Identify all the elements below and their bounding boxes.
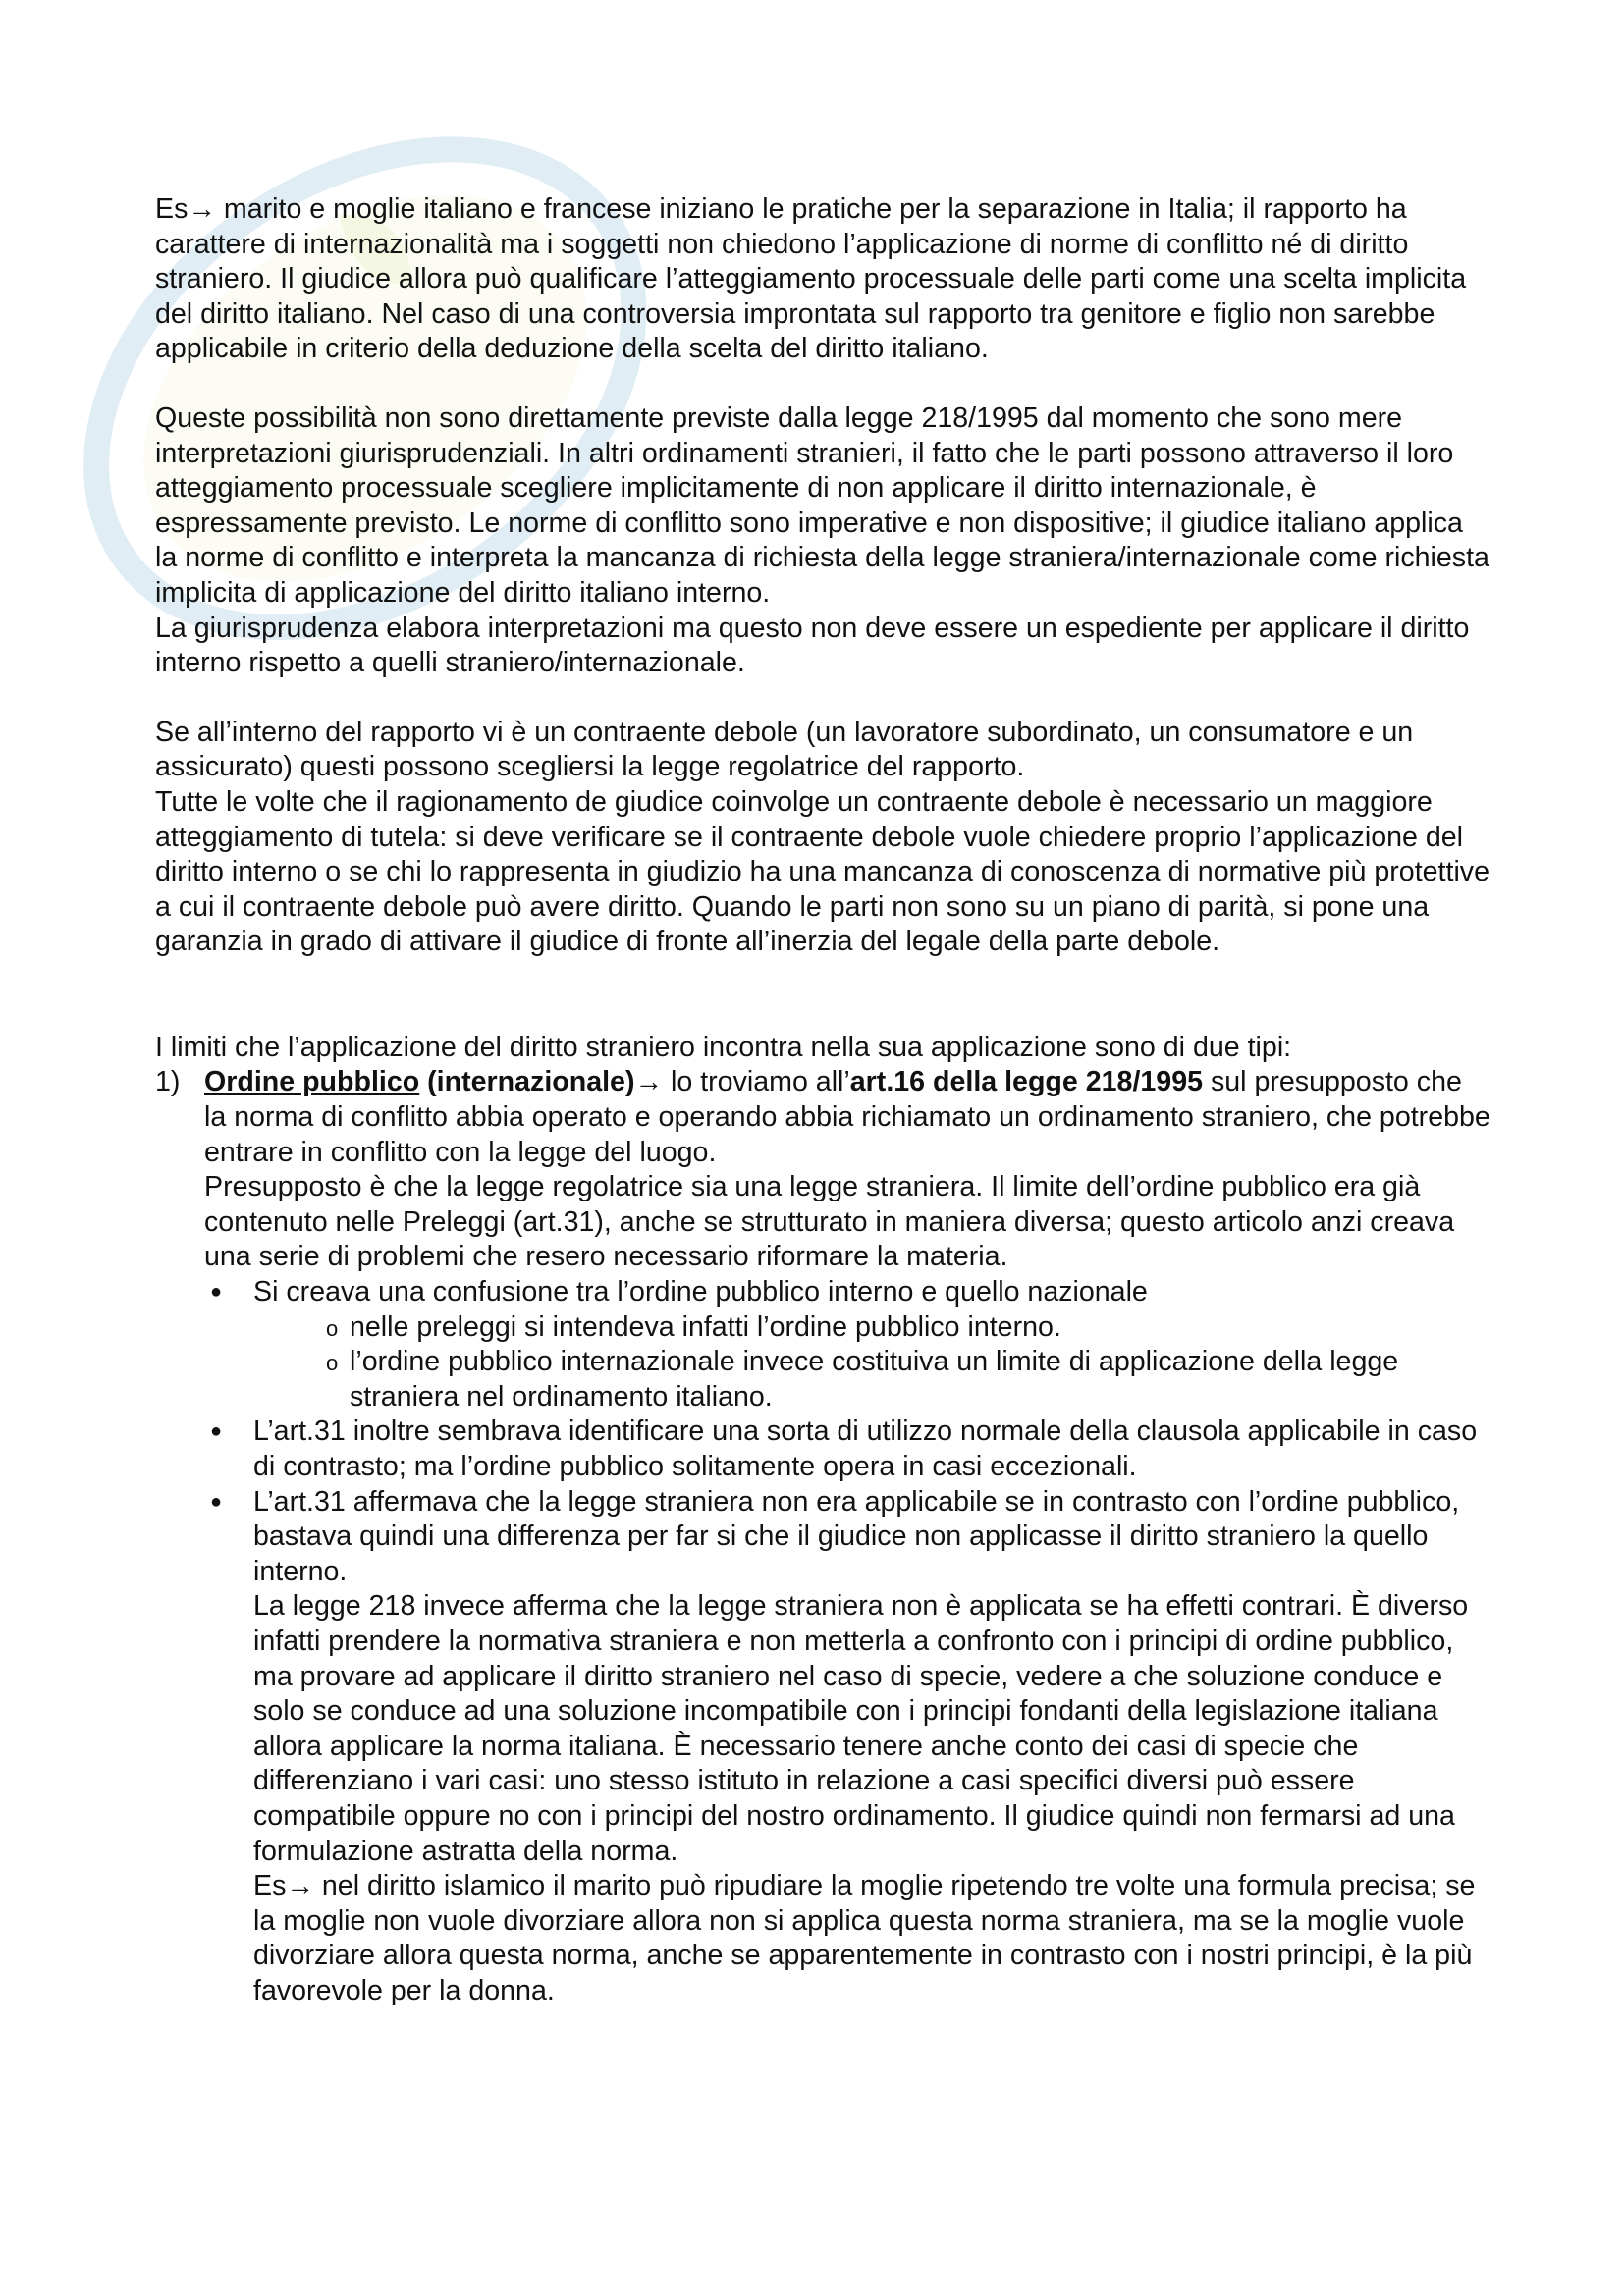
- paragraph-limiti: I limiti che l’applicazione del diritto straniero incontra nella sua applicazione sono di due tipi:: [155, 1031, 1292, 1063]
- bullet-text: L’art.31 affermava che la legge straniera non era applicabile se in contrasto con l’ordine pubblico, bastava quindi una differenza per far si che il giudice non applicasse il diritto straniero la quello interno.: [253, 1485, 1460, 1587]
- list-number: 1): [155, 1066, 181, 1098]
- document-page: [155, 192, 1490, 2009]
- bullet-extra-legge-218: La legge 218 invece afferma che la legge straniera non è applicata se ha effetti contrari. È diverso infatti prendere la normativa straniera e non metterla a confronto con i principi di ordine pubblico, ma provare ad applicare il diritto straniero nel caso di specie, vedere a che soluzione conduce e solo se conduce ad una soluzione incompatibile con i principi fondanti della legislazione italiana allora applicare la norma italiana. È necessario tenere anche conto dei casi di specie che differenziano i vari casi: uno stesso istituto in relazione a casi specifici diversi può essere compatibile oppure no con i principi del nostro ordinamento. Il giudice quindi non fermarsi ad una formulazione astratta della norma.: [253, 1590, 1469, 1867]
- bullet-item-confusione: [155, 1275, 1490, 1415]
- sub-list: [253, 1310, 1490, 1415]
- circle-bullet-icon: o: [326, 1351, 339, 1376]
- item-title: Ordine pubblico: [204, 1066, 420, 1098]
- list-item-ordine-pubblico: [155, 1065, 1490, 2008]
- item-intro-text: [204, 1065, 1490, 1170]
- bullet-dot-icon: ●: [210, 1281, 223, 1304]
- circle-bullet-icon: o: [326, 1315, 339, 1341]
- bullet-item-art31-utilizzo: [155, 1415, 1490, 1484]
- paragraph-example-separation: Es→ marito e moglie italiano e francese iniziano le pratiche per la separazione in Italia; il rapporto ha carattere di internazionalità ma i soggetti non chiedono l’applicazione di norme di conflitto né di diritto straniero. Il giudice allora può qualificare l’atteggiamento processuale delle parti come una scelta implicita del diritto italiano. Nel caso di una controversia improntata sul rapporto tra genitore e figlio non sarebbe applicabile in criterio della deduzione della scelta del diritto italiano.: [155, 193, 1467, 365]
- sub-item-text: l’ordine pubblico internazionale invece costituiva un limite di applicazione della legge straniera nel ordinamento italiano.: [350, 1346, 1399, 1413]
- sub-item-preleggi: [251, 1310, 1490, 1346]
- item-title-suffix: (internazionale): [419, 1066, 635, 1098]
- paragraph-contraente-debole: Se all’interno del rapporto vi è un contraente debole (un lavoratore subordinato, un consumatore e un assicurato) questi possono scegliersi la legge regolatrice del rapporto.: [155, 716, 1414, 783]
- item-text-rest: sul presupposto che la norma di conflitto abbia operato e operando abbia richiamato un ordinamento straniero, che potrebbe entrare in conflitto con la legge del luogo.: [204, 1066, 1490, 1168]
- bullet-dot-icon: ●: [210, 1490, 223, 1513]
- bullet-item-art31-contrasto: [155, 1485, 1490, 2009]
- bullet-dot-icon: ●: [210, 1420, 223, 1443]
- sub-item-internazionale: [251, 1345, 1490, 1415]
- law-reference: art.16 della legge 218/1995: [849, 1066, 1204, 1098]
- paragraph-tutela: Tutte le volte che il ragionamento de giudice coinvolge un contraente debole è necessario un maggiore atteggiamento di tutela: si deve verificare se il contraente debole vuole chiedere proprio l’applicazione del diritto interno o se chi lo rappresenta in giudizio ha una mancanza di conoscenza di normative più protettive a cui il contraente debole può avere diritto. Quando le parti non sono su un piano di parità, si pone una garanzia in grado di attivare il giudice di fronte all’inerzia del legale della parte debole.: [155, 785, 1489, 958]
- sub-item-text: nelle preleggi si intendeva infatti l’ordine pubblico interno.: [350, 1310, 1061, 1343]
- bullet-list: [155, 1275, 1490, 2008]
- item-arrow-text: → lo troviamo all’: [634, 1066, 850, 1098]
- bullet-extra-diritto-islamico: Es→ nel diritto islamico il marito può ripudiare la moglie ripetendo tre volte una formula precisa; se la moglie non vuole divorziare allora non si applica questa norma straniera, ma se la moglie vuole divorziare allora questa norma, anche se apparentemente in contrasto con i nostri principi, è la più favorevole per la donna.: [253, 1870, 1476, 2006]
- item-presupposto-text: Presupposto è che la legge regolatrice sia una legge straniera. Il limite dell’ordine pubblico era già contenuto nelle Preleggi (art.31), anche se strutturato in maniera diversa; questo articolo anzi creava una serie di problemi che resero necessario riformare la materia.: [204, 1171, 1455, 1273]
- bullet-text: Si creava una confusione tra l’ordine pubblico interno e quello nazionale: [253, 1276, 1148, 1308]
- paragraph-giurisprudenza: La giurisprudenza elabora interpretazioni ma questo non deve essere un espediente per applicare il diritto interno rispetto a quelli straniero/internazionale.: [155, 612, 1470, 679]
- paragraph-legge-218: Queste possibilità non sono direttamente previste dalla legge 218/1995 dal momento che sono mere interpretazioni giurisprudenziali. In altri ordinamenti stranieri, il fatto che le parti possono attraverso il loro atteggiamento processuale scegliere implicitamente di non applicare il diritto internazionale, è espressamente previsto. Le norme di conflitto sono imperative e non dispositive; il giudice italiano applica la norme di conflitto e interpreta la mancanza di richiesta della legge straniera/internazionale come richiesta implicita di applicazione del diritto italiano interno.: [155, 401, 1489, 609]
- bullet-text: L’art.31 inoltre sembrava identificare una sorta di utilizzo normale della clausola applicabile in caso di contrasto; ma l’ordine pubblico solitamente opera in casi eccezionali.: [253, 1415, 1478, 1482]
